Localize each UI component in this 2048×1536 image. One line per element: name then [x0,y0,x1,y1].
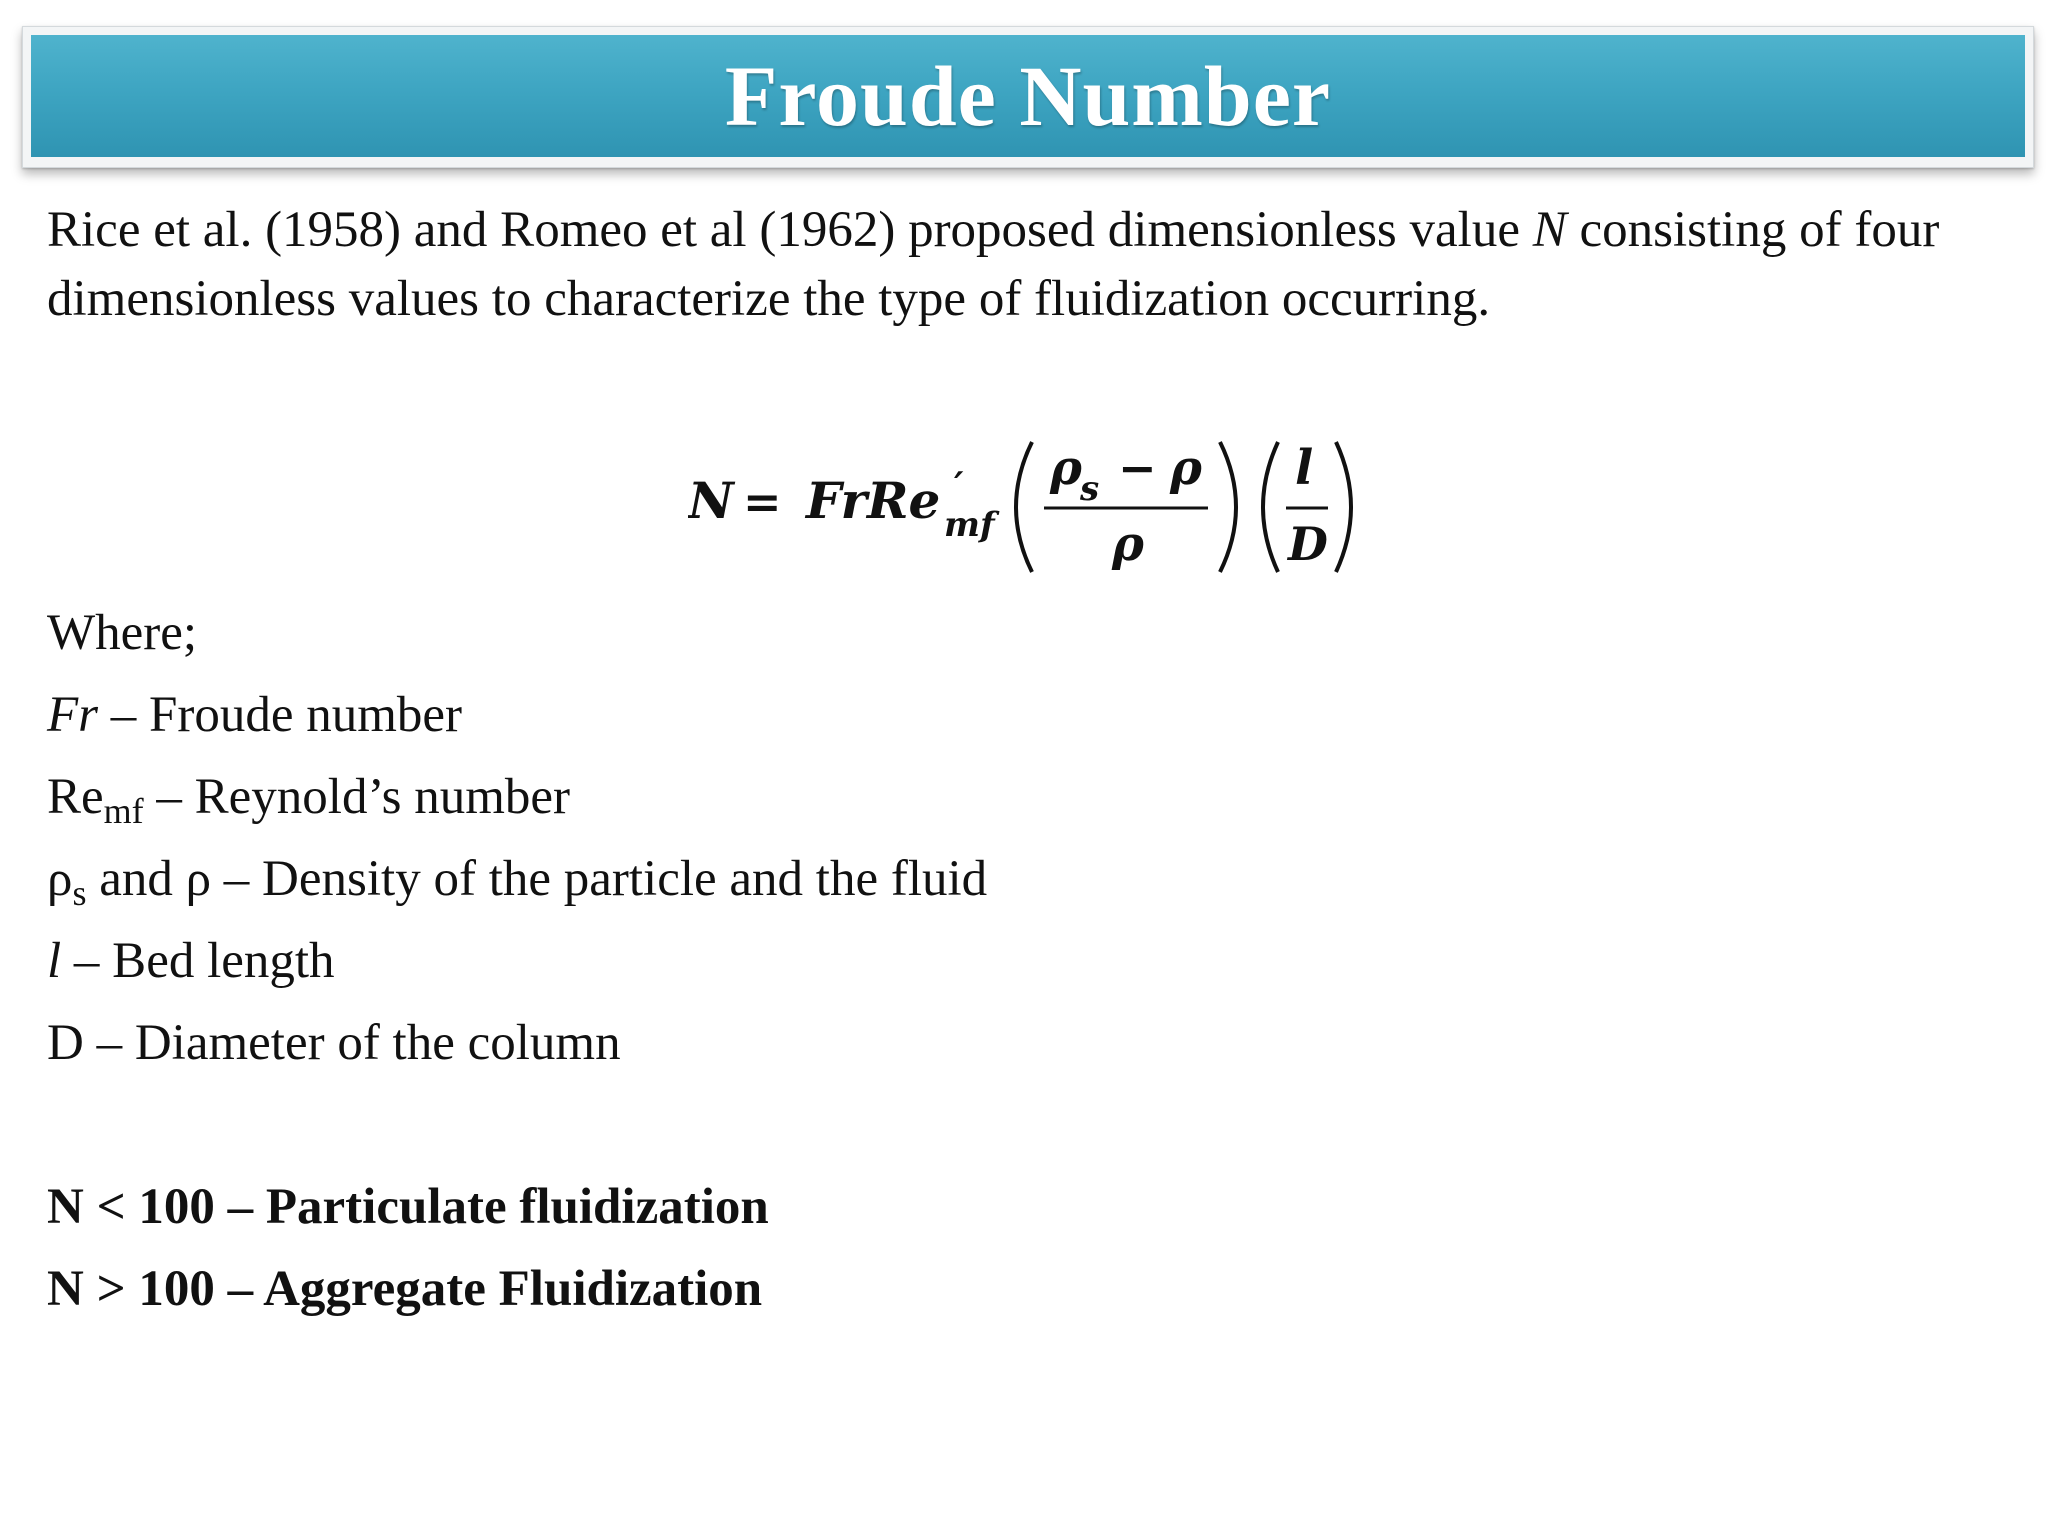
eq-lhs: N [688,471,734,530]
definition-l [47,924,1547,1006]
definition-text: – Diameter of the column [83,1015,621,1071]
definition-d [47,1006,1547,1088]
eq-term-sub: mf [944,505,995,545]
definition-re [47,760,1547,842]
criterion-aggregate: N > 100 – Aggregate Fluidization [47,1261,763,1317]
eq-frac2-den: D [1288,517,1328,571]
equation-n [688,432,1368,582]
definition-text: – Froude number [98,687,463,743]
criterion-particulate: N < 100 – Particulate fluidization [47,1179,769,1235]
eq-frac1-num-sub: s [1080,469,1100,509]
title-banner-frame [22,26,2034,168]
definition-text: and ρ – Density of the particle and the fluid [86,851,988,907]
eq-paren-right-2 [1336,442,1351,572]
definition-symbol: ρ [47,851,73,907]
intro-text-part2: consisting of four dimensionless values to characterize the type of fluidization occurring. [47,202,1940,327]
definition-symbol: D [47,1015,84,1071]
intro-paragraph [47,196,2007,334]
title-banner [31,35,2025,157]
eq-paren-right-1 [1220,442,1236,572]
equation-svg [688,432,1368,582]
where-label: Where; [47,605,198,661]
eq-prime: ′ [954,465,964,507]
definition-rho [47,842,1547,924]
definition-fr [47,678,1547,760]
definition-symbol: Fr [47,687,98,743]
eq-term: FrRe [806,471,941,530]
eq-frac1-num-rho2: ρ [1170,440,1202,496]
definition-text: – Reynold’s number [143,769,571,825]
definition-subscript: s [72,873,87,913]
definition-subscript: mf [103,791,144,831]
definition-symbol: l [47,933,62,989]
eq-frac1-minus: − [1118,441,1157,495]
definition-text: – Bed length [61,933,335,989]
criteria-list [47,1170,1547,1334]
slide-title: Froude Number [724,48,1332,144]
intro-text-part1: Rice et al. (1958) and Romeo et al (1962) proposed dimensionless value [47,202,1533,258]
definitions-list [47,596,1547,1088]
eq-paren-left-1 [1016,442,1032,572]
eq-frac1-num-rho: ρ [1050,440,1082,496]
eq-equals: = [743,475,782,529]
intro-symbol-n: N [1532,202,1567,258]
definition-symbol: Re [47,769,104,825]
eq-frac1-den: ρ [1112,516,1144,572]
eq-frac2-num: l [1295,440,1314,496]
eq-paren-left-2 [1263,442,1278,572]
